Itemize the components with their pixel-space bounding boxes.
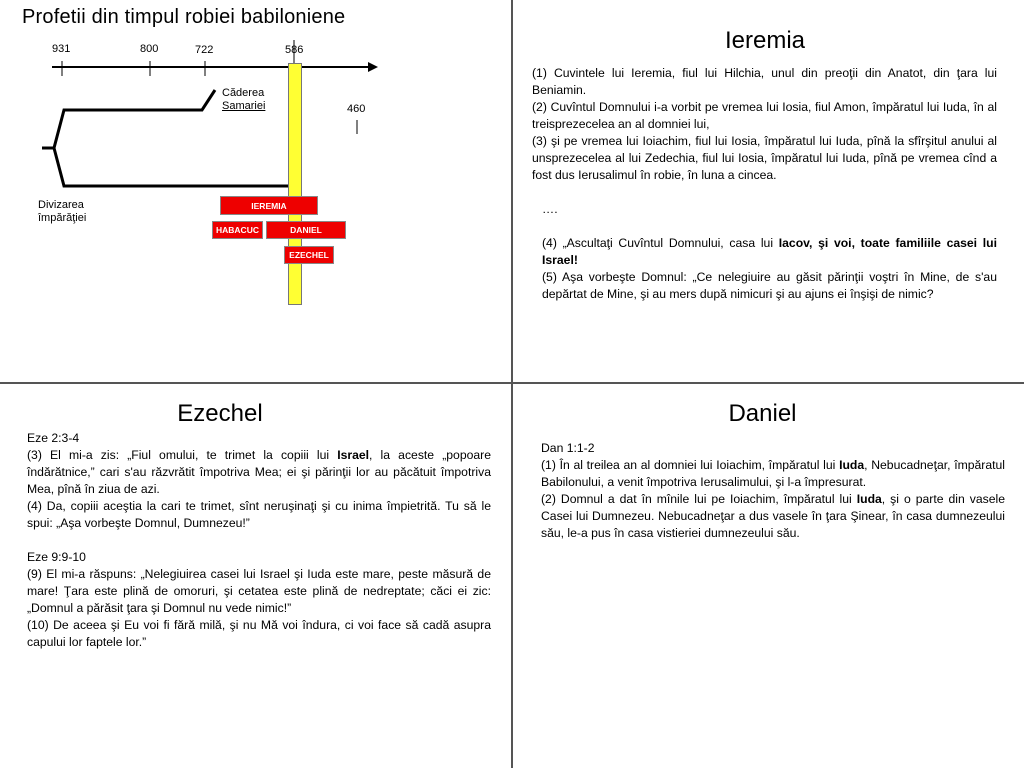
ezechel-verse-4: (4) Da, copiii aceştia la cari te trimet, sînt neruşinaţi şi cu inima împietrită. Tu să le spui: „Aşa vorbeşte Domnul, Dumnezeu!” [27,499,491,530]
timeline-graphic [0,0,511,382]
daniel-verse-2 [541,491,1005,542]
ieremia-verse-4-text: (4) „Ascultaţi Cuvîntul Domnului, casa lui [542,236,779,250]
prophet-box-daniel: DANIEL [266,221,346,239]
ieremia-ellipsis: …. [542,202,558,216]
ieremia-verse-4-bold: Iacov, şi voi, toate familiile casei lui Israel! [542,236,997,267]
daniel-verse-1-bold: Iuda [839,458,865,472]
israel-branch [42,90,215,148]
ieremia-verse-5: (5) Aşa vorbeşte Domnul: „Ce nelegiuire au găsit părinţii voştri în Mine, de s'au depărtat de Mine, şi au mers după nimicuri şi au ajuns ei înşişi de nimic? [542,270,997,301]
ieremia-gap [542,218,997,235]
ieremia-text [532,65,997,184]
daniel-verse-1-post: , Nebucadneţar, împăratul Babilonului, a venit împotriva Ierusalimului, şi l-a împresurat. [541,458,1005,489]
prophet-box-habacuc: HABACUC [212,221,263,239]
ieremia-text-2 [542,201,997,303]
ezechel-verse-3-bold: Israel [337,448,370,462]
divizarea-line2: împărăţiei [38,212,87,224]
ezechel-verse-3-post: , la aceste „popoare îndărătnice,” cari s'au răzvrătit împotriva Mea; ei şi părinţii lor au păcătuit împotriva Mea, pînă în ziua de azi. [27,448,491,496]
tick-label-722: 722 [195,44,214,56]
ezechel-ref-2: Eze 9:9-10 [27,550,86,564]
exile-period-bar [288,63,302,305]
caderea-line1: Căderea [222,87,265,99]
ieremia-verse-1: (1) Cuvintele lui Ieremia, fiul lui Hilchia, unul din preoţii din Anatot, din ţara lui Beniamin. [532,66,997,97]
ieremia-verse-2: (2) Cuvîntul Domnului i-a vorbit pe vremea lui Iosia, fiul Amon, împăratul lui Iuda, în al treisprezecelea an al domniei lui, [532,100,997,131]
caderea-samariei-label [222,87,265,113]
daniel-verse-1 [541,457,1005,491]
vertical-divider [511,0,513,768]
tick-label-460: 460 [347,103,366,115]
prophet-box-ieremia: IEREMIA [220,196,318,215]
daniel-verse-2-pre: (2) Domnul a dat în mînile lui pe Ioiachim, împăratul lui [541,492,857,506]
daniel-verse-2-post: , şi o parte din vasele Casei lui Dumnezeu. Nebucadneţar a dus vasele în ţara Şinear, în casa dumnezeului său, le-a pus în casa vistieriei dumnezeului său. [541,492,1006,540]
horizontal-divider [0,382,1024,384]
ieremia-title: Ieremia [724,27,806,54]
prophet-box-ezechel: EZECHEL [284,246,334,264]
ieremia-verse-4 [542,235,997,269]
divizarea-line1: Divizarea [38,199,84,211]
tick-label-800: 800 [140,43,159,55]
ezechel-verse-3-pre: (3) El mi-a zis: „Fiul omului, te trimet la copiii lui [27,448,338,462]
timeline-title: Profetii din timpul robiei babiloniene [22,6,346,28]
daniel-verse-2-bold: Iuda [856,492,882,506]
daniel-title: Daniel [728,400,797,427]
judah-branch [54,148,300,196]
ezechel-verse-3 [27,447,491,498]
caderea-line2: Samariei [222,100,266,112]
ezechel-verse-9: (9) El mi-a răspuns: „Nelegiuirea casei lui Israel şi Iuda este mare, peste măsură de mare! Ţara este plină de omoruri, şi cetatea este plină de nedreptate; căci ei zic: „Domnul a părăsit ţara şi Domnul nu vede nimic!” [27,567,491,615]
divizarea-label [38,199,86,225]
ezechel-gap [27,532,491,549]
ieremia-verse-3: (3) şi pe vremea lui Ioiachim, fiul lui Iosia, împăratul lui Iuda, pînă la sfîrşitul anului al unsprezecelea al lui Zedechia, fiul lui Iosia, împăratul lui Iuda, pînă pe vremea cînd a fost dus Ierusalimul în robie, în luna a cincea. [532,134,997,182]
tick-label-931: 931 [52,43,71,55]
ezechel-verse-10: (10) De aceea şi Eu voi fi fără milă, şi nu Mă voi îndura, ci voi face să cadă asupra capului lor faptele lor.” [27,618,491,649]
timeline-arrowhead [368,62,378,72]
daniel-ref: Dan 1:1-2 [541,441,595,455]
daniel-text [541,440,1005,542]
ezechel-title: Ezechel [177,400,263,427]
ezechel-text [27,430,491,651]
tick-label-586: 586 [285,44,304,56]
ezechel-ref-1: Eze 2:3-4 [27,431,80,445]
daniel-verse-1-pre: (1) În al treilea an al domniei lui Ioiachim, împăratul lui [541,458,840,472]
